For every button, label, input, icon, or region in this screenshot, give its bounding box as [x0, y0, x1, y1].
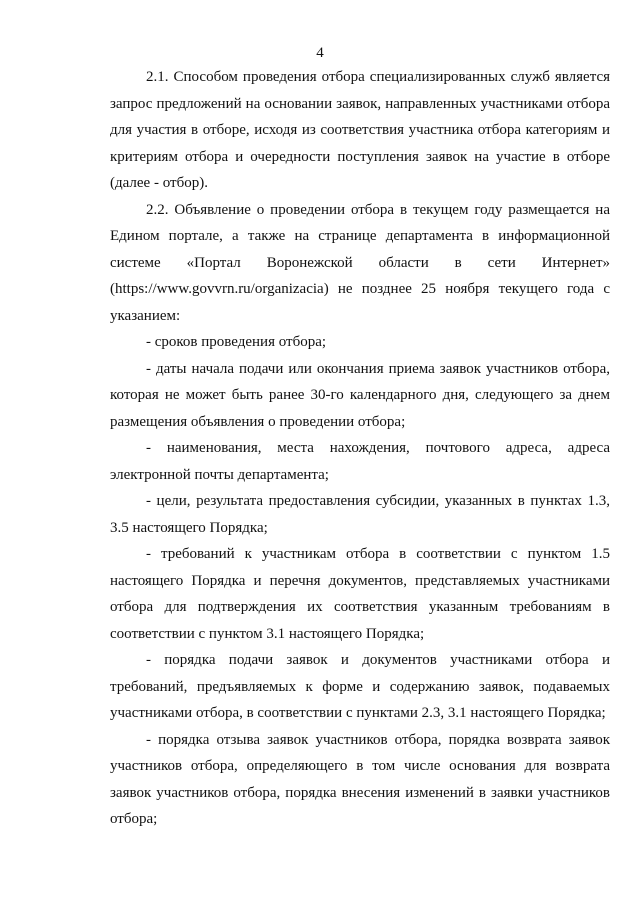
list-item-withdrawal-procedure: - порядка отзыва заявок участников отбора, порядка возврата заявок участников отбора, определяющего в том числе основания для возврата заявок участников отбора, порядка внесения изменений в заявки участников отбора;: [110, 731, 610, 827]
list-item-deadlines: - сроков проведения отбора;: [146, 334, 327, 350]
page-number: 4: [316, 45, 324, 61]
list-item-department-contacts: - наименования, места нахождения, почтового адреса, адреса электронной почты департамента;: [110, 440, 610, 483]
paragraph-2-2: 2.2. Объявление о проведении отбора в текущем году размещается на Едином портале, а также на странице департамента в информационной системе «Портал Воронежской области в сети Интернет» (https://www.govvrn.ru/organizacia) не позднее 25 ноября текущего года с указанием:: [110, 201, 610, 324]
list-item-goals: - цели, результата предоставления субсидии, указанных в пунктах 1.3, 3.5 настоящего Порядка;: [110, 493, 610, 536]
list-item-submission-procedure: - порядка подачи заявок и документов участниками отбора и требований, предъявляемых к форме и содержанию заявок, подаваемых участниками отбора, в соответствии с пунктами 2.3, 3.1 настоящего Порядка;: [110, 652, 610, 721]
document-body: [110, 64, 610, 833]
paragraph-2-1: 2.1. Способом проведения отбора специализированных служб является запрос предложений на основании заявок, направленных участниками отбора для участия в отборе, исходя из соответствия участника отбора категориям и критериям отбора и очередности поступления заявок на участие в отборе (далее - отбор).: [110, 69, 610, 191]
list-item-requirements: - требований к участникам отбора в соответствии с пунктом 1.5 настоящего Порядка и перечня документов, представляемых участниками отбора для подтверждения их соответствия указанным требованиям в соответствии с пунктом 3.1 настоящего Порядка;: [110, 546, 610, 642]
list-item-dates: - даты начала подачи или окончания приема заявок участников отбора, которая не может быть ранее 30-го календарного дня, следующего за днем размещения объявления о проведении отбора;: [110, 360, 610, 430]
